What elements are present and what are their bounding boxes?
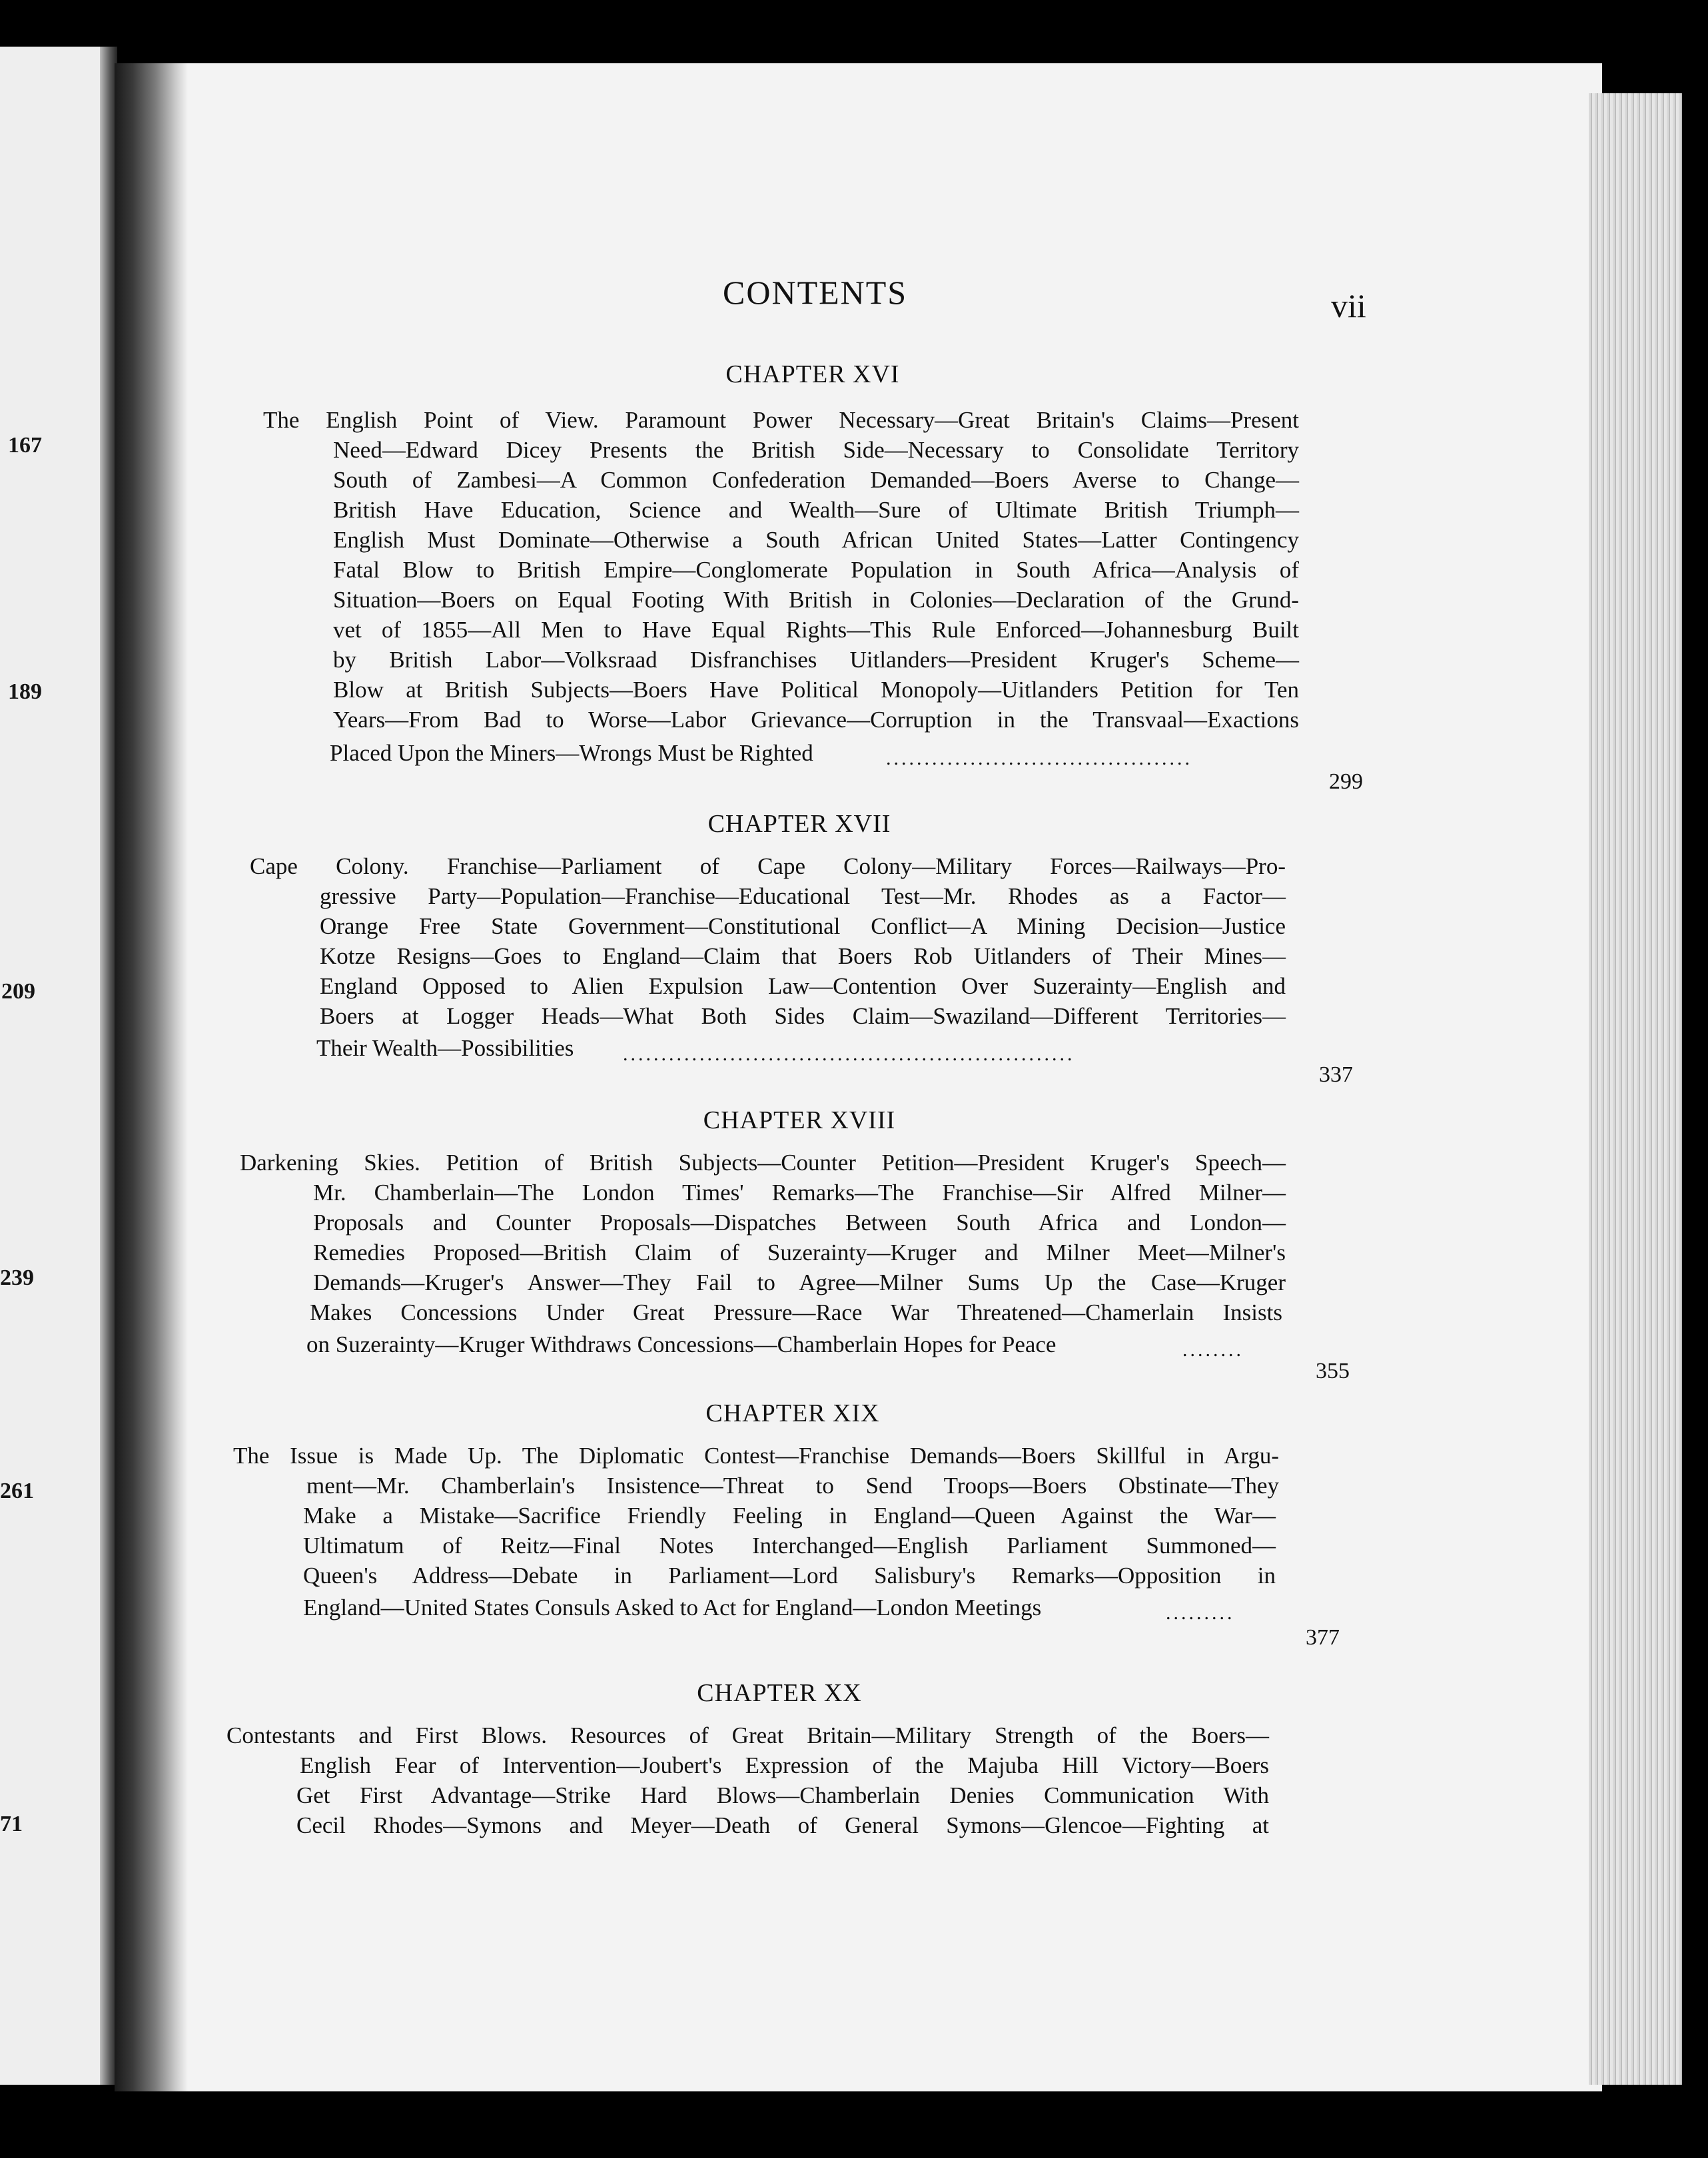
toc-line: Boers at Logger Heads—What Both Sides Claim—Swaziland—Different Territories— (320, 1003, 1286, 1029)
toc-line: Blow at British Subjects—Boers Have Political Monopoly—Uitlanders Petition for Ten (333, 677, 1299, 703)
chapter-heading: CHAPTER XVIII (703, 1106, 896, 1134)
toc-line: vet of 1855—All Men to Have Equal Rights—This Rule Enforced—Johannesburg Built (333, 617, 1299, 643)
toc-line: Remedies Proposed—British Claim of Suzerainty—Kruger and Milner Meet—Milner's (313, 1240, 1286, 1265)
leader-dots: ........................................................... (623, 1043, 1075, 1065)
toc-line: Queen's Address—Debate in Parliament—Lord Salisbury's Remarks—Opposition in (303, 1563, 1276, 1589)
toc-line: Makes Concessions Under Great Pressure—Race War Threatened—Chamerlain Insists (310, 1299, 1282, 1325)
leader-dots: ........ (1182, 1339, 1244, 1361)
running-head: CONTENTS (723, 274, 908, 311)
toc-line: gressive Party—Population—Franchise—Educational Test—Mr. Rhodes as a Factor— (320, 883, 1286, 909)
toc-line: Cape Colony. Franchise—Parliament of Cape Colony—Military Forces—Railways—Pro- (250, 853, 1286, 879)
toc-line: Mr. Chamberlain—The London Times' Remarks—The Franchise—Sir Alfred Milner— (313, 1180, 1286, 1206)
toc-line: The Issue is Made Up. The Diplomatic Contest—Franchise Demands—Boers Skillful in Argu- (233, 1443, 1279, 1469)
toc-line: Years—From Bad to Worse—Labor Grievance—Corruption in the Transvaal—Exactions (333, 707, 1299, 733)
toc-line: Proposals and Counter Proposals—Dispatches Between South Africa and London— (313, 1210, 1286, 1236)
facing-page (0, 47, 113, 2085)
page-number: 337 (1319, 1062, 1353, 1087)
toc-line: ment—Mr. Chamberlain's Insistence—Threat to Send Troops—Boers Obstinate—They (306, 1473, 1279, 1499)
toc-line: Demands—Kruger's Answer—They Fail to Agree—Milner Sums Up the Case—Kruger (313, 1269, 1286, 1295)
toc-line: Situation—Boers on Equal Footing With British in Colonies—Declaration of the Grund- (333, 587, 1299, 613)
page-number: 377 (1306, 1625, 1340, 1650)
toc-line: on Suzerainty—Kruger Withdraws Concessions—Chamberlain Hopes for Peace (306, 1331, 1057, 1357)
chapter-heading: CHAPTER XVI (725, 360, 900, 388)
toc-line: South of Zambesi—A Common Confederation Demanded—Boers Averse to Change— (333, 467, 1299, 493)
toc-line: Get First Advantage—Strike Hard Blows—Chamberlain Denies Communication With (296, 1782, 1269, 1808)
leader-dots: ......... (1166, 1602, 1235, 1624)
page-gutter-shadow (115, 63, 188, 2091)
toc-line: Ultimatum of Reitz—Final Notes Interchanged—English Parliament Summoned— (303, 1533, 1276, 1559)
page-number: 299 (1329, 769, 1363, 794)
toc-line: Make a Mistake—Sacrifice Friendly Feeling in England—Queen Against the War— (303, 1503, 1276, 1529)
chapter-heading: CHAPTER XVII (707, 810, 891, 838)
chapter-heading: CHAPTER XIX (705, 1399, 880, 1427)
chapter-heading: CHAPTER XX (697, 1679, 862, 1707)
toc-line: The English Point of View. Paramount Power Necessary—Great Britain's Claims—Present (263, 407, 1299, 433)
toc-line: Darkening Skies. Petition of British Subjects—Counter Petition—President Kruger's Speech— (240, 1150, 1286, 1176)
toc-line: Contestants and First Blows. Resources of Great Britain—Military Strength of the Boers— (226, 1722, 1269, 1748)
toc-line: English Fear of Intervention—Joubert's Expression of the Majuba Hill Victory—Boers (300, 1752, 1269, 1778)
toc-line: British Have Education, Science and Wealth—Sure of Ultimate British Triumph— (333, 497, 1299, 523)
facing-page-number: 209 (1, 979, 35, 1004)
toc-line: Orange Free State Government—Constitutional Conflict—A Mining Decision—Justice (320, 913, 1286, 939)
toc-line: England Opposed to Alien Expulsion Law—Contention Over Suzerainty—English and (320, 973, 1286, 999)
toc-line: English Must Dominate—Otherwise a South African United States—Latter Contingency (333, 527, 1299, 553)
toc-line: Kotze Resigns—Goes to England—Claim that Boers Rob Uitlanders of Their Mines— (320, 943, 1286, 969)
toc-line: Need—Edward Dicey Presents the British Side—Necessary to Consolidate Territory (333, 437, 1299, 463)
toc-line: by British Labor—Volksraad Disfranchises Uitlanders—President Kruger's Scheme— (333, 647, 1299, 673)
page-number: 355 (1316, 1359, 1350, 1383)
facing-page-number: 239 (0, 1265, 34, 1290)
facing-page-number: 261 (0, 1479, 34, 1503)
toc-line: Fatal Blow to British Empire—Conglomerate Population in South Africa—Analysis of (333, 557, 1299, 583)
toc-line: Placed Upon the Miners—Wrongs Must be Righted (330, 740, 813, 766)
toc-line: Cecil Rhodes—Symons and Meyer—Death of General Symons—Glencoe—Fighting at (296, 1812, 1269, 1838)
folio: vii (1331, 287, 1366, 324)
page-stack-edge (1589, 93, 1682, 2085)
facing-page-number: 71 (0, 1812, 23, 1836)
facing-page-number: 189 (8, 679, 42, 704)
leader-dots: ........................................ (886, 747, 1192, 769)
facing-page-number: 167 (8, 433, 42, 458)
toc-line: England—United States Consuls Asked to Act for England—London Meetings (303, 1595, 1042, 1620)
toc-line: Their Wealth—Possibilities (316, 1035, 574, 1061)
